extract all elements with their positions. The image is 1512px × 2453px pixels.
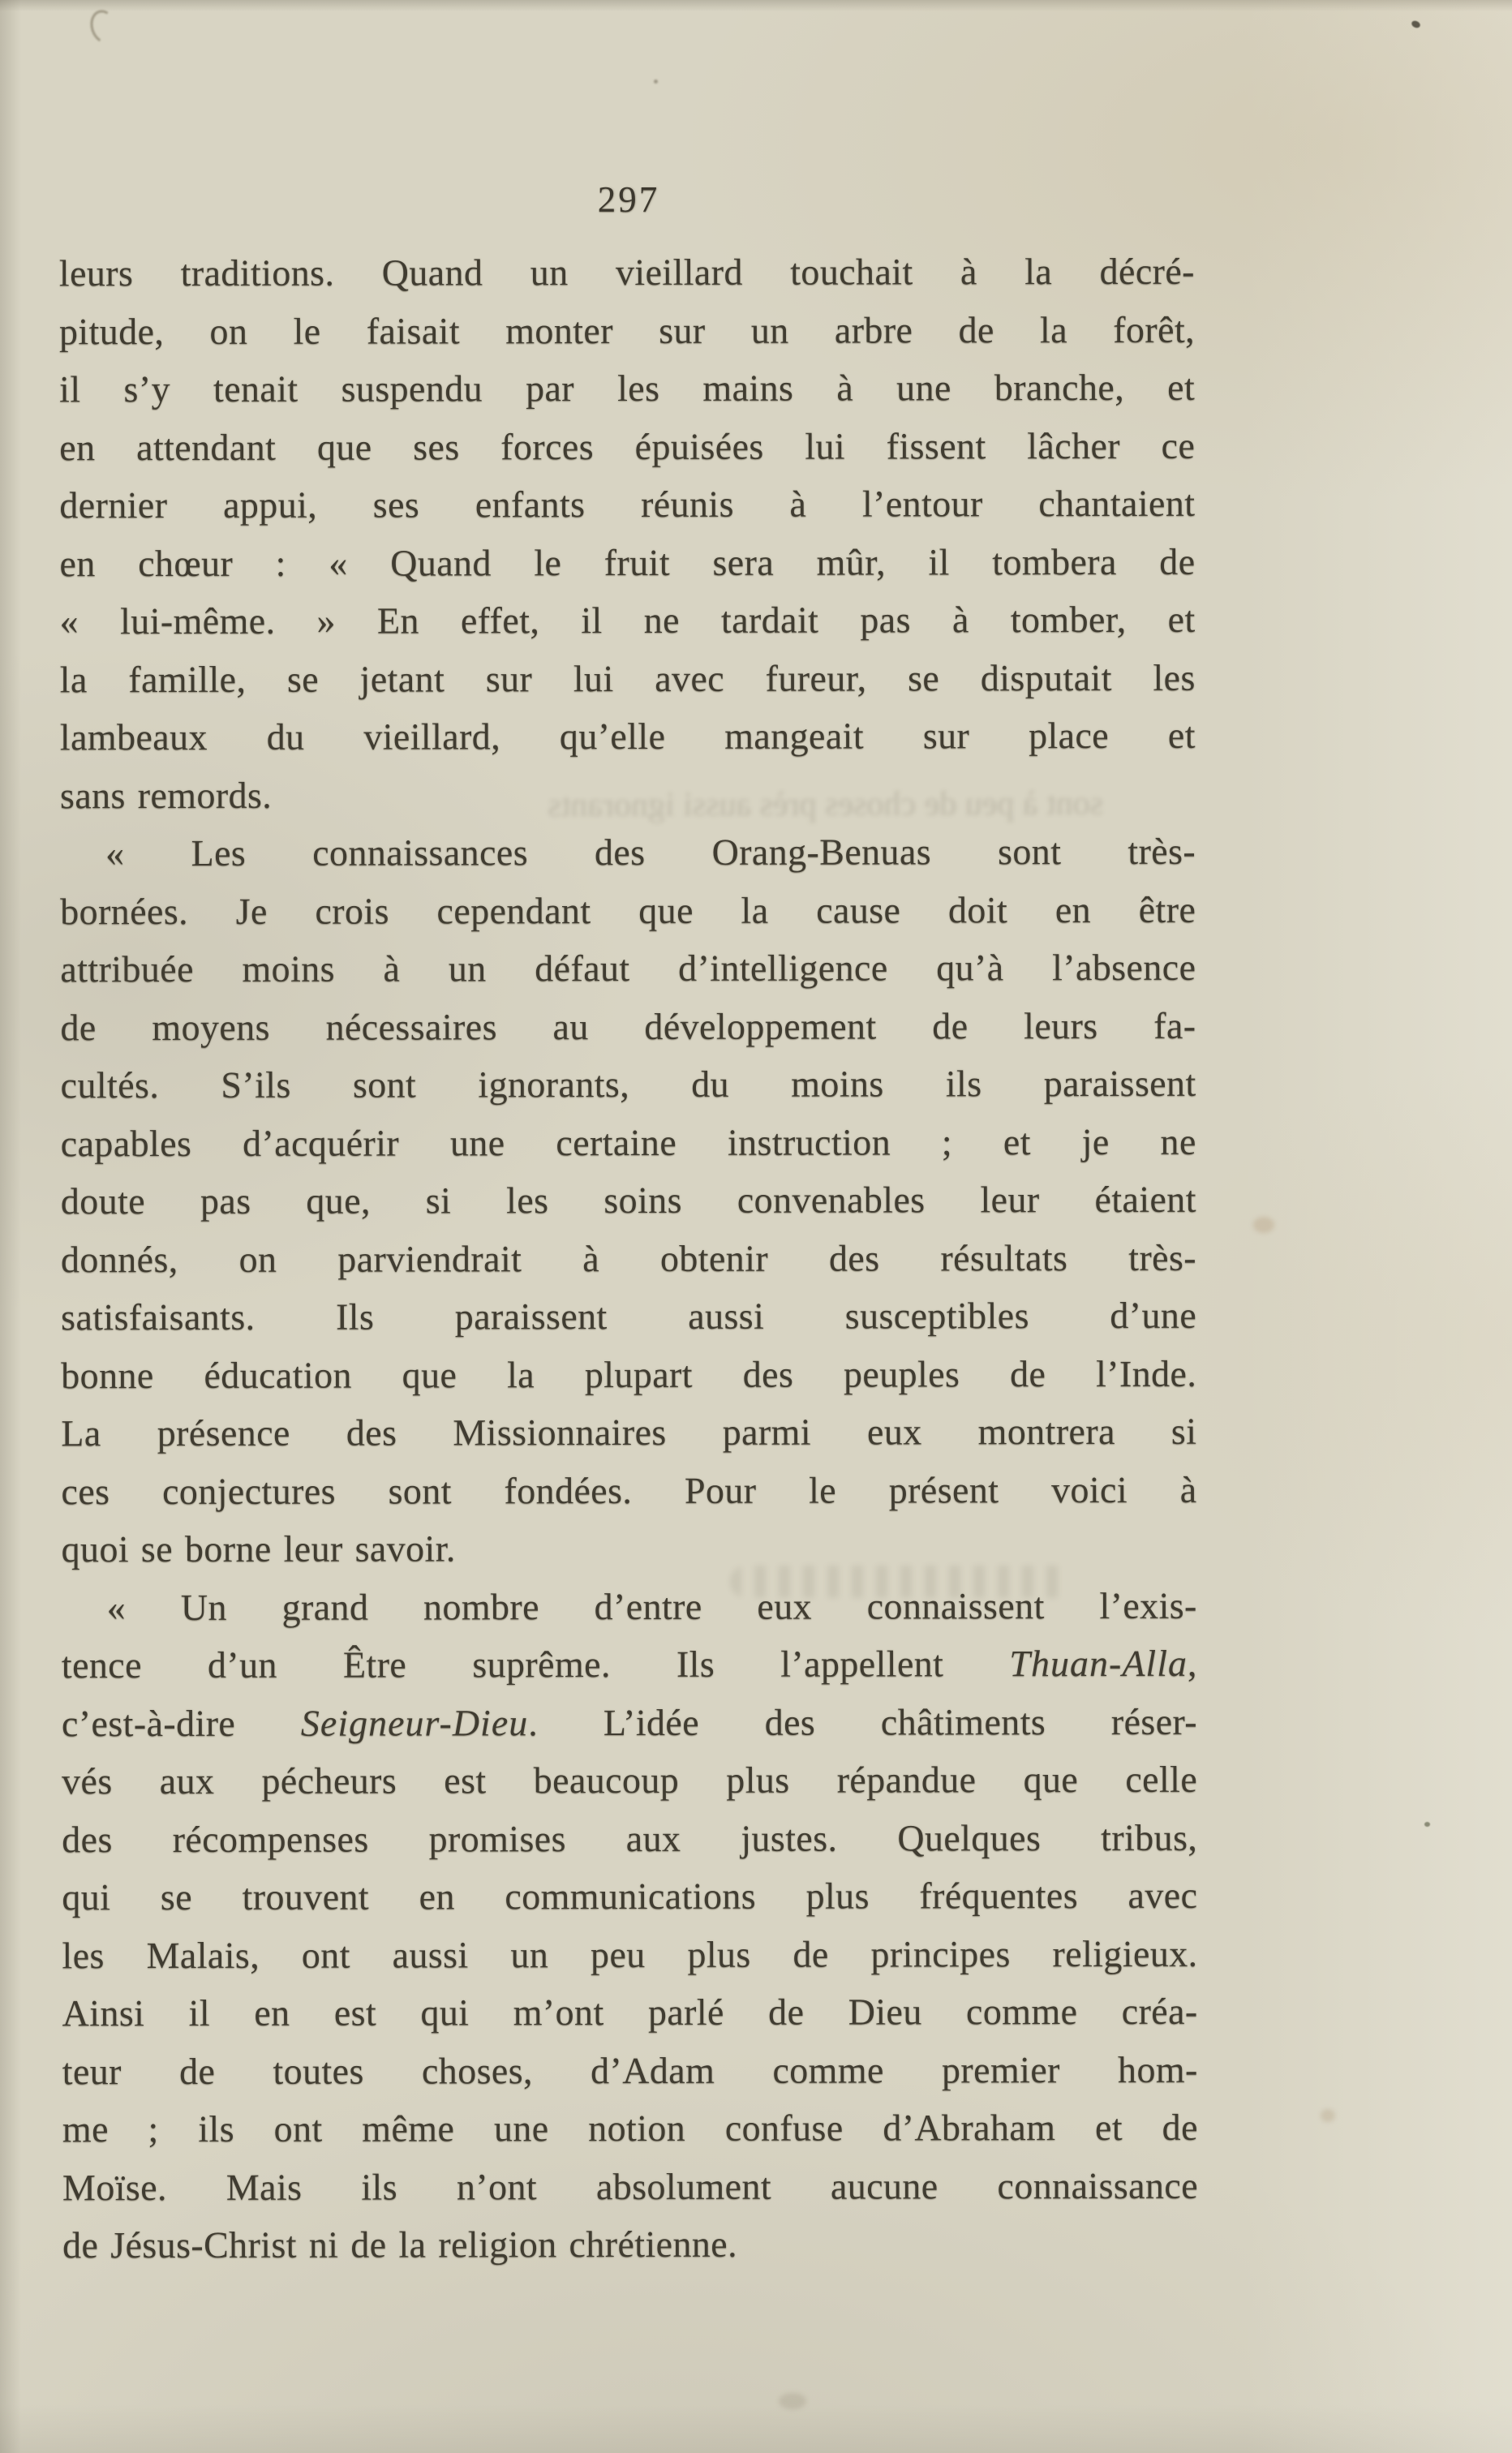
ink-speck (654, 79, 658, 84)
text-line: lambeaux du vieillard, qu’elle mangeait sur place et (59, 714, 1196, 758)
ink-speck (1424, 1822, 1430, 1827)
show-through-artifact: sont à peu de choses près aussi ignorants (548, 784, 1104, 825)
text-block (59, 243, 1198, 2275)
foxing-spot (779, 2393, 806, 2409)
pen-mark-artifact (86, 6, 121, 47)
text-line: capables d’acquérir une certaine instruction ; et je ne (60, 1120, 1196, 1164)
text-line: leurs traditions. Quand un vieillard touchait à la décré- (58, 250, 1195, 294)
text-line: tence d’un Être suprême. Ils l’appellent Thuan-Alla, (61, 1642, 1197, 1686)
text-line: teur de toutes choses, d’Adam comme premier hom- (62, 2048, 1198, 2092)
text-line: me ; ils ont même une notion confuse d’Abraham et de (62, 2106, 1198, 2150)
text-line: « Un grand nombre d’entre eux connaissent l’exis- (106, 1584, 1197, 1628)
text-line: des récompenses promises aux justes. Quelques tribus, (62, 1816, 1198, 1860)
page-number: 297 (597, 179, 660, 220)
text-line: donnés, on parviendrait à obtenir des résultats très- (60, 1236, 1197, 1280)
text-line: il s’y tenait suspendu par les mains à une branche, et (59, 366, 1196, 410)
text-line: les Malais, ont aussi un peu plus de principes religieux. (62, 1932, 1198, 1976)
text-line: en attendant que ses forces épuisées lui fissent lâcher ce (59, 424, 1196, 468)
text-line: vés aux pécheurs est beaucoup plus répandue que celle (62, 1758, 1198, 1802)
foxing-spot (1321, 2109, 1335, 2122)
text-line: satisfaisants. Ils paraissent aussi susceptibles d’une (61, 1294, 1197, 1338)
foxing-spot (1253, 1217, 1274, 1233)
text-line: de moyens nécessaires au développement de leurs fa- (60, 1004, 1196, 1048)
text-line: en chœur : « Quand le fruit sera mûr, il tombera de (59, 540, 1196, 584)
text-line: de Jésus-Christ ni de la religion chrétienne. (62, 2223, 738, 2266)
text-line: ces conjectures sont fondées. Pour le présent voici à (61, 1468, 1197, 1512)
text-line: doute pas que, si les soins convenables leur étaient (60, 1178, 1196, 1222)
text-line: bonne éducation que la plupart des peuples de l’Inde. (61, 1352, 1197, 1396)
text-line: attribuée moins à un défaut d’intelligence qu’à l’absence (60, 946, 1196, 990)
text-line: qui se trouvent en communications plus fréquentes avec (62, 1874, 1198, 1918)
text-line: bornées. Je crois cependant que la cause doit en être (60, 888, 1196, 932)
text-line: la famille, se jetant sur lui avec fureur, se disputait les (59, 656, 1196, 700)
text-line: Moïse. Mais ils n’ont absolument aucune connaissance (62, 2164, 1199, 2208)
text-line: cultés. S’ils sont ignorants, du moins ils paraissent (60, 1062, 1196, 1106)
text-line: pitude, on le faisait monter sur un arbre de la forêt, (58, 308, 1196, 352)
text-line: Ainsi il en est qui m’ont parlé de Dieu comme créa- (62, 1990, 1198, 2034)
text-line: « Les connaissances des Orang-Benuas sont très- (105, 830, 1196, 874)
text-line: sans remords. (59, 774, 273, 816)
text-line: « lui-même. » En effet, il ne tardait pas à tomber, et (59, 598, 1196, 642)
text-line: quoi se borne leur savoir. (61, 1527, 456, 1570)
text-line: c’est-à-dire Seigneur-Dieu. L’idée des châtiments réser- (61, 1700, 1198, 1744)
ink-speck (1411, 19, 1421, 29)
text-line: dernier appui, ses enfants réunis à l’entour chantaient (59, 482, 1196, 526)
text-line: La présence des Missionnaires parmi eux montrera si (61, 1410, 1197, 1454)
